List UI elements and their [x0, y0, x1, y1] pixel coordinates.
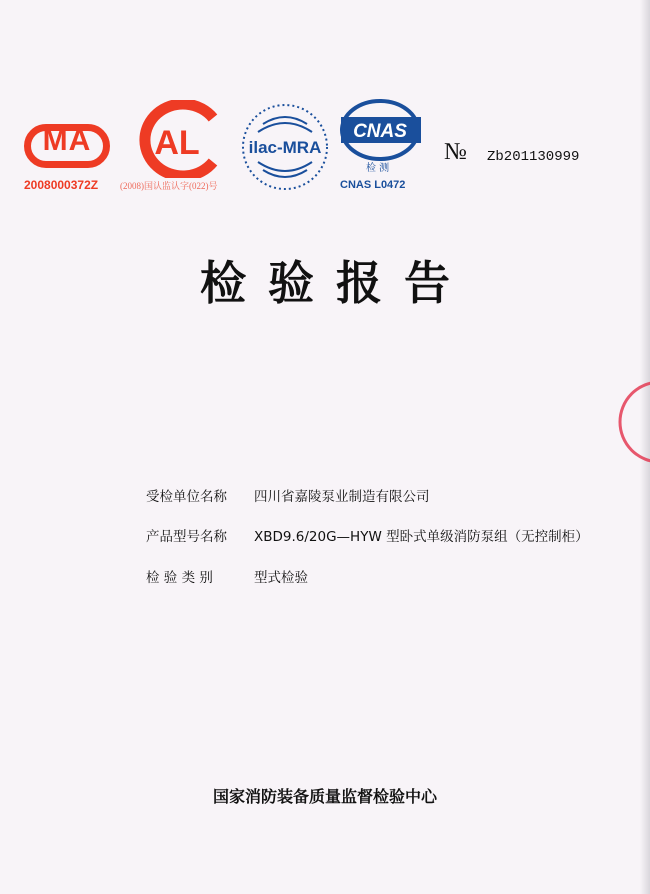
- cnas-logo: [333, 98, 428, 162]
- field-row: [146, 488, 430, 506]
- cnas-number: CNAS L0472: [340, 179, 406, 191]
- number-symbol: №: [444, 139, 467, 165]
- field-label: 产品型号名称: [146, 529, 227, 545]
- ilac-logo-text: ilac-MRA: [248, 138, 322, 157]
- field-value: XBD9.6/20G—HYW 型卧式单级消防泵组（无控制柜）: [254, 529, 589, 545]
- cnas-sub: 检 测: [366, 163, 390, 174]
- field-label: 检 验 类 别: [146, 570, 213, 586]
- field-value: 型式检验: [254, 570, 308, 586]
- report-number: Zb201130999: [487, 149, 580, 165]
- field-row: [146, 569, 308, 587]
- cal-logo: [133, 100, 228, 178]
- page-title: 检验报告: [200, 256, 472, 310]
- field-label: 受检单位名称: [146, 489, 227, 505]
- cal-logo-text: AL: [154, 124, 200, 162]
- cal-number: (2008)国认监认字(022)号: [120, 181, 218, 191]
- field-value: 四川省嘉陵泵业制造有限公司: [254, 489, 430, 505]
- cnas-logo-text: CNAS: [353, 121, 407, 142]
- cma-number: 2008000372Z: [24, 178, 99, 192]
- field-row: [146, 528, 589, 546]
- issuing-organization: 国家消防装备质量监督检验中心: [212, 787, 437, 806]
- red-seal-stamp: [612, 375, 650, 470]
- ilac-mra-logo: [238, 102, 332, 192]
- cma-logo-text: MA: [42, 124, 92, 157]
